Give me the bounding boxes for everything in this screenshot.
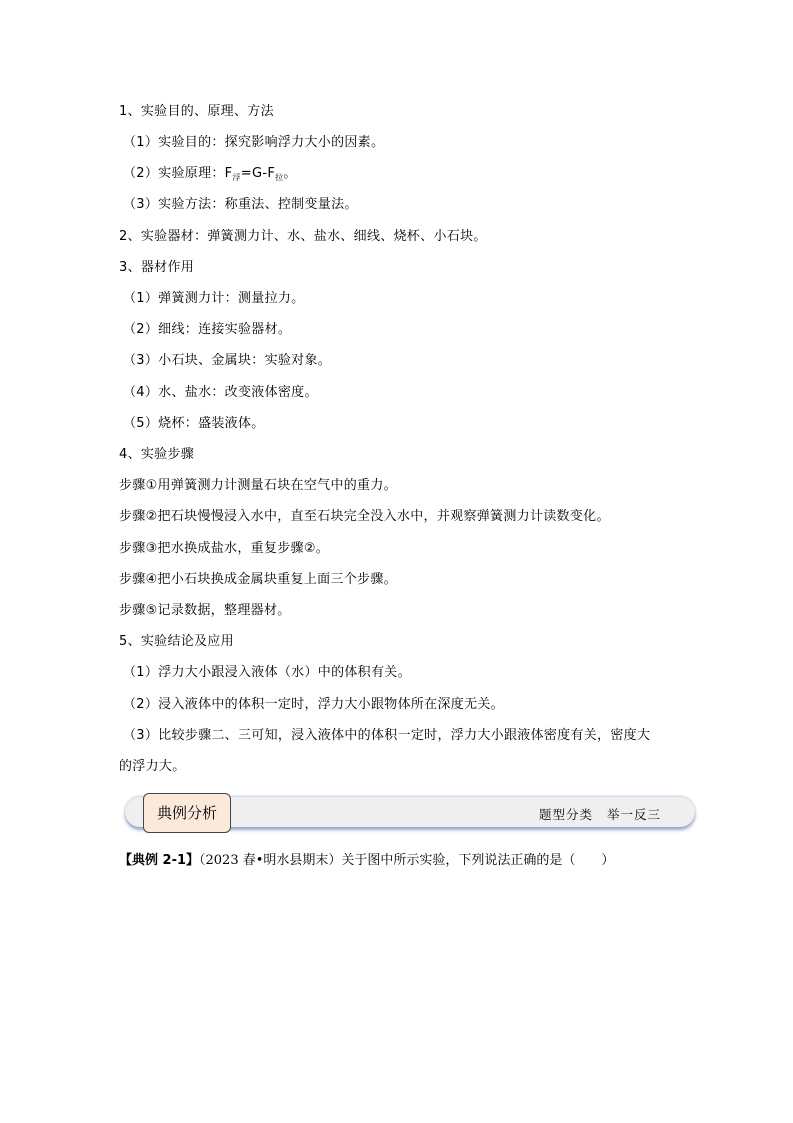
banner-tag: 典例分析 [143, 793, 231, 833]
banner-subtitle [539, 805, 661, 823]
section-1-item-2 [123, 166, 297, 183]
section-3-item-3: （3）小石块、金属块：实验对象。 [123, 353, 332, 368]
section-1-title: 1、实验目的、原理、方法 [119, 104, 274, 119]
example-label: 【典例 2-1】 [119, 853, 200, 868]
section-4-step-1: 步骤①用弹簧测力计测量石块在空气中的重力。 [119, 478, 397, 493]
section-5-title: 5、实验结论及应用 [119, 634, 234, 649]
section-4-step-2: 步骤②把石块慢慢浸入水中，直至石块完全没入水中，并观察弹簧测力计读数变化。 [119, 509, 610, 524]
principle-subscript-pull: 拉 [275, 173, 284, 182]
banner-subtitle-2: 举一反三 [606, 807, 661, 822]
section-5-item-1: （1）浮力大小跟浸入液体（水）中的体积有关。 [123, 665, 411, 680]
section-5-item-3b: 的浮力大。 [119, 759, 186, 774]
principle-end: 。 [283, 166, 297, 181]
section-3-item-5: （5）烧杯：盛装液体。 [123, 416, 265, 431]
principle-middle: =G-F [240, 166, 276, 181]
example-question [119, 853, 614, 869]
section-3-item-1: （1）弹簧测力计：测量拉力。 [123, 291, 305, 306]
section-5-item-3a: （3）比较步骤二、三可知，浸入液体中的体积一定时，浮力大小跟液体密度有关，密度大 [123, 728, 651, 743]
example-source: （2023 春•明水县期末） [199, 853, 342, 868]
section-5-item-2: （2）浸入液体中的体积一定时，浮力大小跟物体所在深度无关。 [123, 697, 504, 712]
section-2-title: 2、实验器材：弹簧测力计、水、盐水、细线、烧杯、小石块。 [119, 229, 487, 244]
section-1-item-1: （1）实验目的：探究影响浮力大小的因素。 [123, 135, 385, 150]
banner-subtitle-1: 题型分类 [538, 807, 593, 822]
section-3-item-2: （2）细线：连接实验器材。 [123, 322, 292, 337]
section-4-title: 4、实验步骤 [119, 447, 195, 462]
section-3-item-4: （4）水、盐水：改变液体密度。 [123, 385, 318, 400]
principle-prefix: （2）实验原理：F [123, 166, 233, 181]
section-4-step-3: 步骤③把水换成盐水，重复步骤②。 [119, 541, 330, 556]
example-analysis-banner [125, 793, 697, 831]
example-text: 关于图中所示实验，下列说法正确的是（ ） [341, 853, 615, 868]
principle-subscript-buoyancy: 浮 [232, 173, 241, 182]
section-3-title: 3、器材作用 [119, 260, 195, 275]
section-4-step-4: 步骤④把小石块换成金属块重复上面三个步骤。 [119, 572, 397, 587]
section-4-step-5: 步骤⑤记录数据，整理器材。 [119, 603, 291, 618]
section-1-item-3: （3）实验方法：称重法、控制变量法。 [123, 197, 358, 212]
